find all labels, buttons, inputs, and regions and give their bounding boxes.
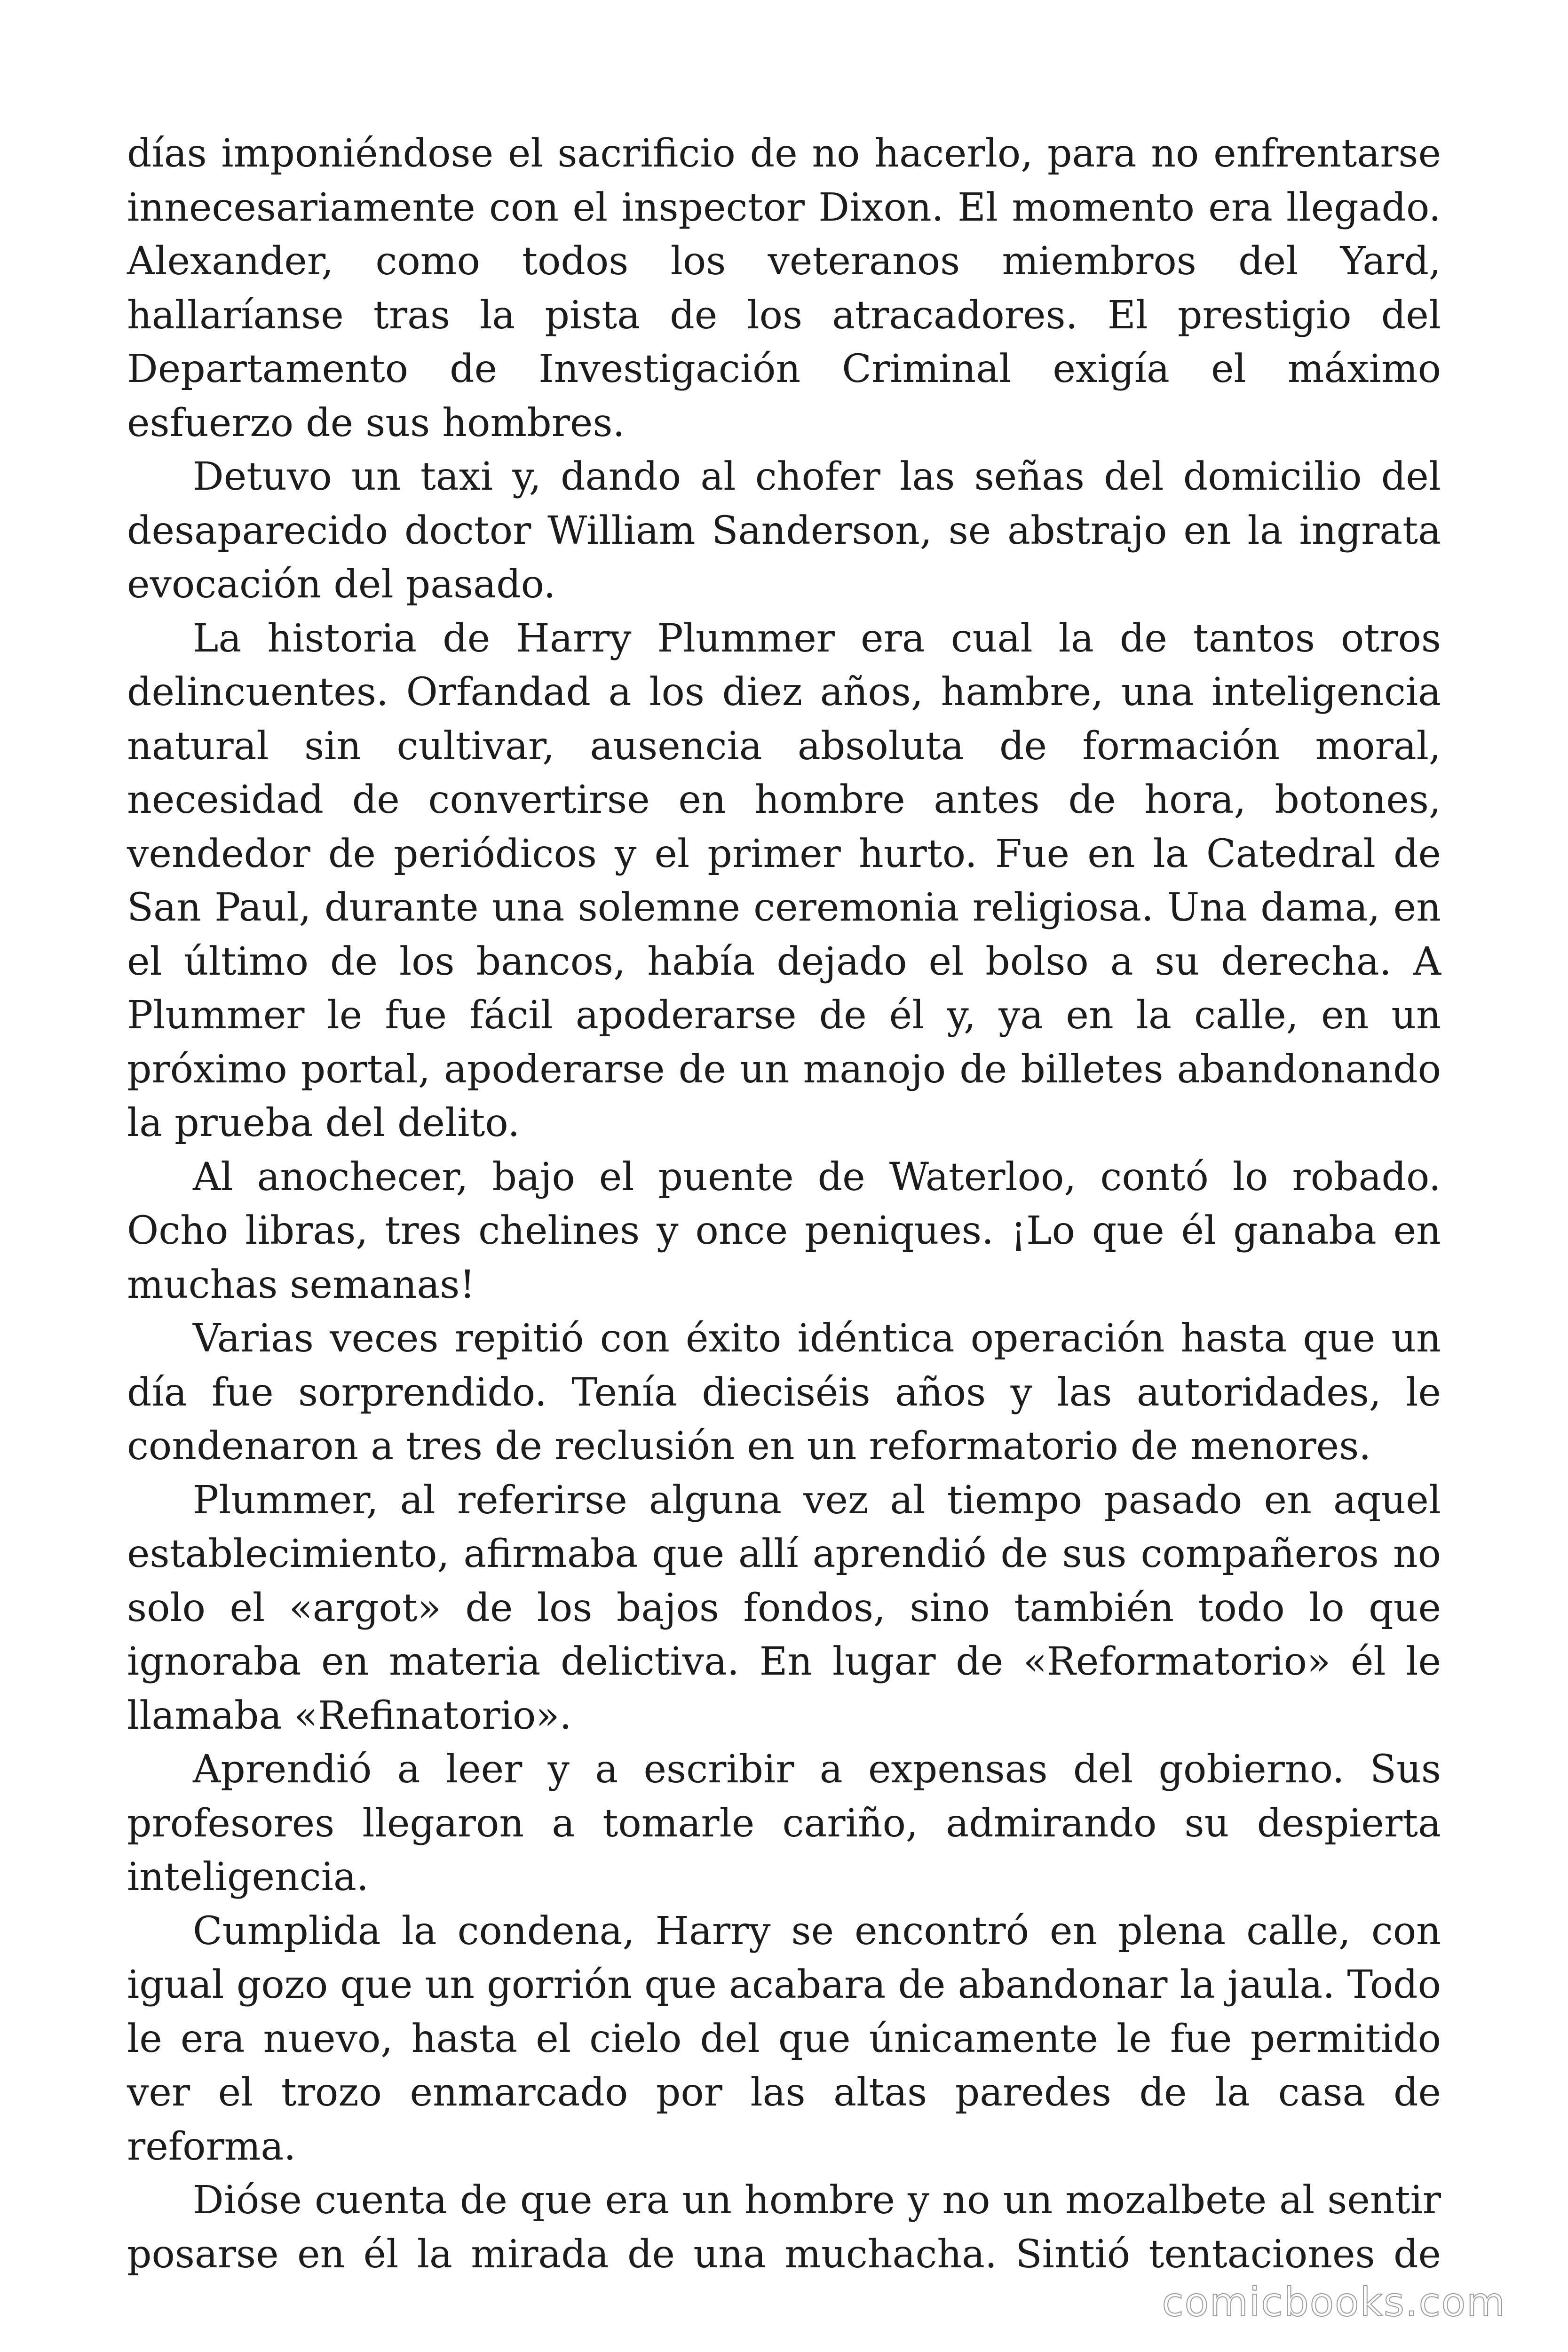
paragraph: Cumplida la condena, Harry se encontró en plena calle, con igual gozo que un gorrión que acabara de abandonar la jaula. Todo le era nuevo, hasta el cielo del que únicamente le fue permitido ver el trozo enmarcado por las altas paredes de la casa de reforma. — [127, 1908, 1441, 2169]
paragraph: Detuvo un taxi y, dando al chofer las señas del domicilio del desaparecido doctor William Sanderson, se abstrajo en la ingrata evocación del pasado. — [127, 454, 1441, 607]
page-body — [127, 127, 1441, 2281]
paragraph: La historia de Harry Plummer era cual la de tantos otros delincuentes. Orfandad a los diez años, hambre, una inteligencia natural sin cultivar, ausencia absoluta de formación moral, necesidad de convertirse en hombre antes de hora, botones, vendedor de periódicos y el primer hurto. Fue en la Catedral de San Paul, durante una solemne ceremonia religiosa. Una dama, en el último de los bancos, había dejado el bolso a su derecha. A Plummer le fue fácil apoderarse de él y, ya en la calle, en un próximo portal, apoderarse de un manojo de billetes abandonando la prueba del delito. — [127, 616, 1441, 1145]
paragraph: Varias veces repitió con éxito idéntica operación hasta que un día fue sorprendido. Tenía dieciséis años y las autoridades, le condenaron a tres de reclusión en un reformatorio de menores. — [127, 1316, 1441, 1469]
paragraph: Al anochecer, bajo el puente de Waterloo, contó lo robado. Ocho libras, tres chelines y once peniques. ¡Lo que él ganaba en muchas semanas! — [127, 1154, 1441, 1307]
watermark-logo: comicbooks.com — [1162, 2279, 1506, 2325]
paragraph: días imponiéndose el sacrificio de no hacerlo, para no enfrentarse innecesariamente con el inspector Dixon. El momento era llegado. Alexander, como todos los veteranos miembros del Yard, hallaríanse tras la pista de los atracadores. El prestigio del Departamento de Investigación Criminal exigía el máximo esfuerzo de sus hombres. — [127, 131, 1441, 445]
paragraph: Aprendió a leer y a escribir a expensas del gobierno. Sus profesores llegaron a tomarle cariño, admirando su despierta inteligencia. — [127, 1747, 1441, 1899]
paragraph: Dióse cuenta de que era un hombre y no un mozalbete al sentir posarse en él la mirada de una muchacha. Sintió tentaciones de — [127, 2178, 1441, 2277]
paragraph: Plummer, al referirse alguna vez al tiempo pasado en aquel establecimiento, afirmaba que allí aprendió de sus compañeros no solo el «argot» de los bajos fondos, sino también todo lo que ignoraba en materia delictiva. En lugar de «Reformatorio» él le llamaba «Refinatorio». — [127, 1478, 1441, 1738]
